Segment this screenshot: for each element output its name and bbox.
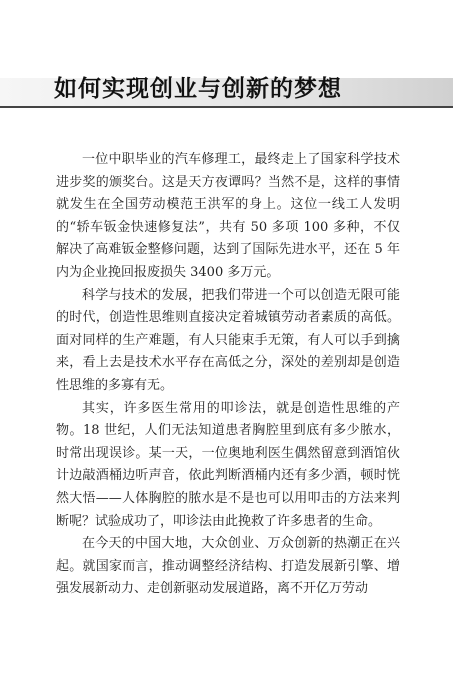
title-band: [0, 58, 453, 120]
body-text: [56, 149, 400, 601]
page-title: 如何实现创业与创新的梦想: [54, 76, 342, 102]
title-underline: [0, 106, 453, 108]
paragraph-1: 一位中职毕业的汽车修理工，最终走上了国家科学技术进步奖的颁奖台。这是天方夜谭吗？当然不是，这样的事情就发生在全国劳动模范王洪军的身上。这位一线工人发明的“轿车钣金快速修复法”，共有 50 多项 100 多种，不仅解决了高难钣金整修问题，达到了国际先进水平，还在 5 年内为企业挽回报废损失 3400 多万元。: [56, 152, 400, 280]
paragraph-4: 在今天的中国大地，大众创业、万众创新的热潮正在兴起。就国家而言，推动调整经济结构、打造发展新引擎、增强发展新动力、走创新驱动发展道路，离不开亿万劳动: [56, 536, 400, 597]
paragraph-2: 科学与技术的发展，把我们带进一个可以创造无限可能的时代，创造性思维则直接决定着城镇劳动者素质的高低。面对同样的生产难题，有人只能束手无策，有人可以手到擒来，看上去是技术水平存在高低之分，深处的差别却是创造性思维的多寡有无。: [56, 287, 400, 393]
paragraph-3: 其实，许多医生常用的叩诊法，就是创造性思维的产物。18 世纪，人们无法知道患者胸腔里到底有多少脓水，时常出现误诊。某一天，一位奥地利医生偶然留意到酒馆伙计边敲酒桶边听声音，依此判断酒桶内还有多少酒，顿时恍然大悟——人体胸腔的脓水是不是也可以用叩击的方法来判断呢？试验成功了，叩诊法由此挽救了许多患者的生命。: [56, 400, 400, 529]
